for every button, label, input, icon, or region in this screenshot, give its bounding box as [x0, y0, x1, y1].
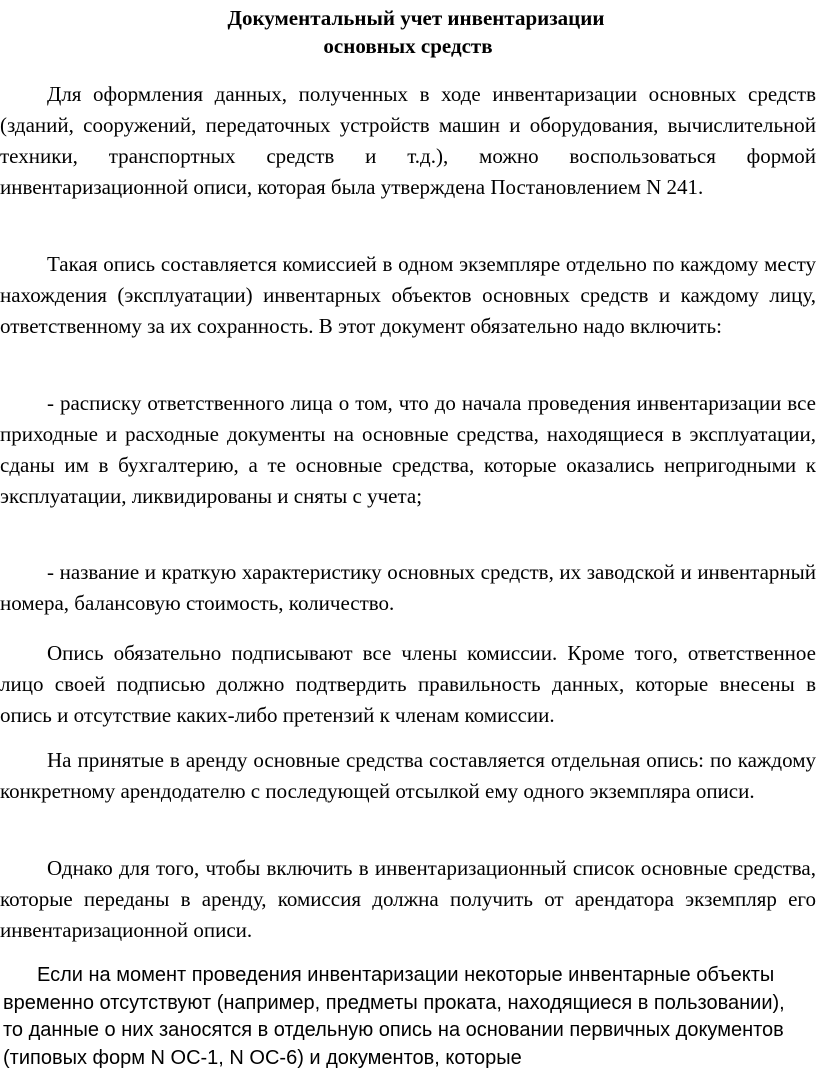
document-title-line-2: основных средств	[323, 34, 493, 58]
paragraph-absent-objects: Если на момент проведения инвентаризации некоторые инвентарные объекты временно отсутствуют (например, предметы проката, находящиеся в пользовании), то данные о них заносятся в отдельную опись на основании первичных документов (типовых форм N ОС-1, N ОС-6) и документов, которые	[3, 964, 785, 1069]
paragraph-commission-inventory: Такая опись составляется комиссией в одном экземпляре отдельно по каждому месту нахождения (эксплуатации) инвентарных объектов основных средств и каждому лицу, ответственному за их сохранность. В этот документ обязательно надо включить:	[0, 252, 816, 338]
paragraph-inventory-form: Для оформления данных, полученных в ходе инвентаризации основных средств (зданий, сооружений, передаточных устройств машин и оборудования, вычислительной техники, транспортных средств и т.д.), можно воспользоваться формой инвентаризационной описи, которая была утверждена Постановлением N 241.	[0, 82, 816, 199]
list-item-receipt: - расписку ответственного лица о том, что до начала проведения инвентаризации все приходные и расходные документы на основные средства, находящиеся в эксплуатации, сданы им в бухгалтерию, а те основные средства, которые оказались непригодными к эксплуатации, ликвидированы и сняты с учета;	[0, 391, 816, 508]
paragraph-leased-assets: На принятые в аренду основные средства составляется отдельная опись: по каждому конкретному арендодателю с последующей отсылкой ему одного экземпляра описи.	[0, 748, 816, 803]
paragraph-transferred-assets: Однако для того, чтобы включить в инвентаризационный список основные средства, которые переданы в аренду, комиссия должна получить от арендатора экземпляр его инвентаризационной описи.	[0, 856, 816, 942]
document-title-line-1: Документальный учет инвентаризации	[227, 6, 605, 30]
paragraph-signatures: Опись обязательно подписывают все члены комиссии. Кроме того, ответственное лицо своей подписью должно подтвердить правильность данных, которые внесены в опись и отсутствие каких-либо претензий к членам комиссии.	[0, 641, 816, 727]
list-item-characteristics: - название и краткую характеристику основных средств, их заводской и инвентарный номера, балансовую стоимость, количество.	[0, 560, 816, 615]
